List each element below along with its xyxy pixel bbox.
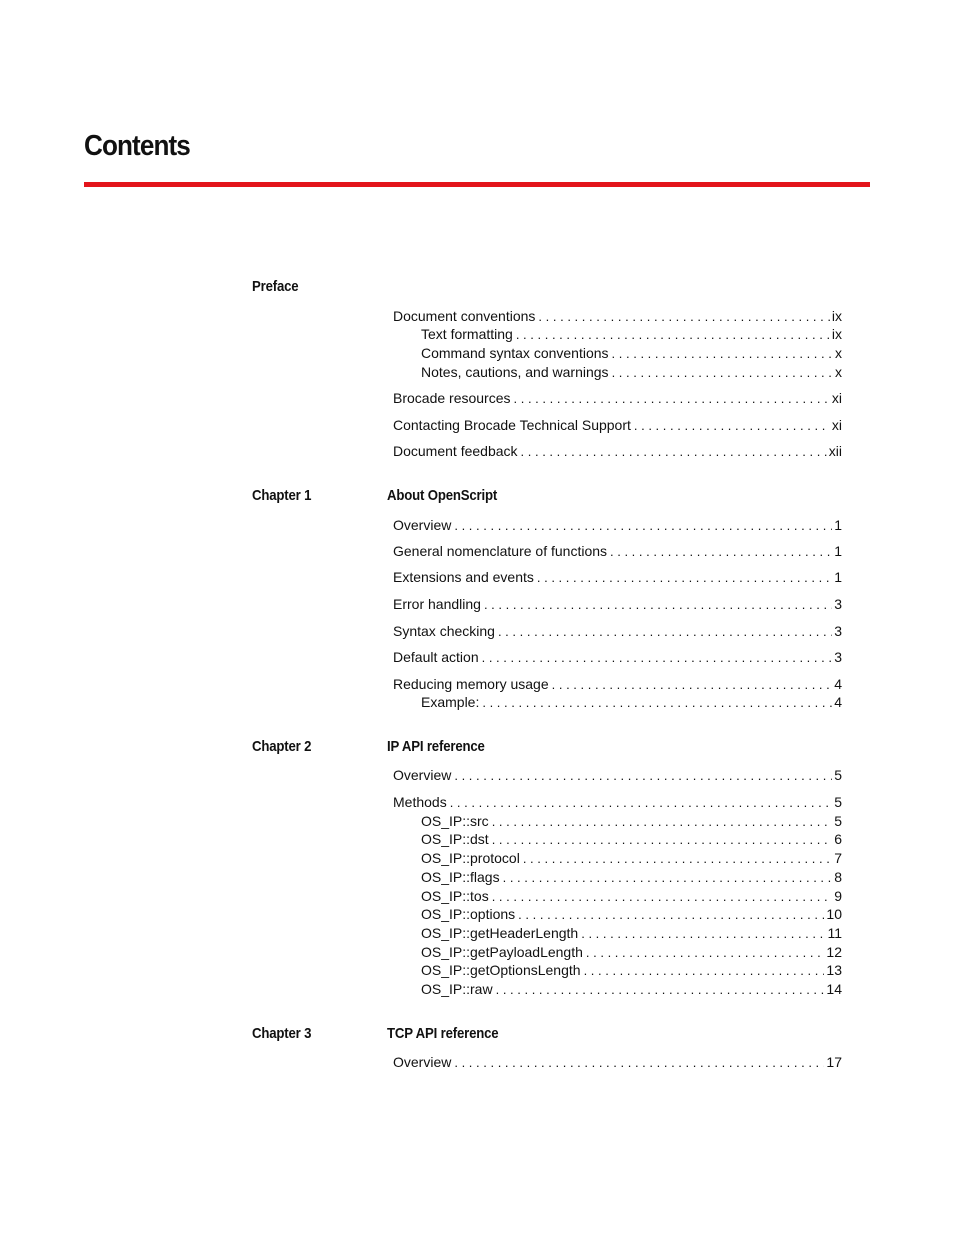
page-number: 4 xyxy=(834,676,842,692)
dot-leader xyxy=(503,870,833,885)
toc-entry[interactable]: OS_IP::protocol . . . 7 xyxy=(421,850,842,869)
page-number: 7 xyxy=(834,850,842,866)
dot-leader xyxy=(496,982,825,997)
dot-leader xyxy=(454,768,832,783)
dot-leader xyxy=(492,832,833,847)
toc-entry[interactable]: Notes, cautions, and warnings . . . x xyxy=(421,364,842,383)
page-number: xi xyxy=(831,417,842,433)
page-number: 8 xyxy=(834,869,842,885)
toc-entry[interactable]: OS_IP::tos . . . 9 xyxy=(421,888,842,907)
page-number: 5 xyxy=(834,794,842,810)
toc-entry[interactable]: Brocade resources . . . xi xyxy=(393,390,842,409)
page-number: 3 xyxy=(834,596,842,612)
dot-leader xyxy=(612,346,833,361)
toc-entry[interactable]: OS_IP::options . . . 10 xyxy=(421,906,842,925)
toc-entry[interactable]: Extensions and events . . . 1 xyxy=(393,569,842,588)
page-number: 1 xyxy=(834,569,842,585)
dot-leader xyxy=(610,544,832,559)
page-number: ix xyxy=(831,326,842,342)
dot-leader xyxy=(450,795,833,810)
dot-leader xyxy=(538,309,829,324)
dot-leader xyxy=(521,444,827,459)
page-number: 3 xyxy=(834,649,842,665)
page-number: 3 xyxy=(834,623,842,639)
dot-leader xyxy=(454,1055,824,1070)
dot-leader xyxy=(514,391,830,406)
toc-entry[interactable]: Document conventions . . . ix xyxy=(393,308,842,327)
page-number: x xyxy=(835,345,842,361)
dot-leader xyxy=(484,597,832,612)
section-label-chapter-3: Chapter 3 xyxy=(252,1025,312,1042)
toc-entry[interactable]: OS_IP::getPayloadLength . . . 12 xyxy=(421,944,842,963)
dot-leader xyxy=(612,365,833,380)
dot-leader xyxy=(634,418,830,433)
dot-leader xyxy=(581,926,825,941)
page-number: 14 xyxy=(826,981,842,997)
dot-leader xyxy=(492,814,833,829)
section-title-chapter-2[interactable]: IP API reference xyxy=(387,738,485,755)
dot-leader xyxy=(584,963,825,978)
dot-leader xyxy=(498,624,832,639)
toc-entry[interactable]: Contacting Brocade Technical Support . . . xi xyxy=(393,417,842,436)
page-number: 12 xyxy=(826,944,842,960)
toc-entry[interactable]: General nomenclature of functions . . . 1 xyxy=(393,543,842,562)
page-number: 1 xyxy=(834,517,842,533)
page-number: 13 xyxy=(826,962,842,978)
toc-entry[interactable]: Default action . . . 3 xyxy=(393,649,842,668)
toc-entry[interactable]: Overview . . . 17 xyxy=(393,1054,842,1073)
page-number: 6 xyxy=(834,831,842,847)
page-number: ix xyxy=(831,308,842,324)
toc-entry[interactable]: Overview . . . 5 xyxy=(393,767,842,786)
toc-entry[interactable]: Methods . . . 5 xyxy=(393,794,842,813)
toc-entry[interactable]: OS_IP::raw . . . 14 xyxy=(421,981,842,1000)
dot-leader xyxy=(518,907,824,922)
page-number: 5 xyxy=(834,767,842,783)
toc-entry[interactable]: OS_IP::src . . . 5 xyxy=(421,813,842,832)
dot-leader xyxy=(482,650,833,665)
dot-leader xyxy=(454,518,832,533)
page-number: 4 xyxy=(834,694,842,710)
title-divider xyxy=(84,182,870,187)
page-number: 17 xyxy=(826,1054,842,1070)
page-number: 9 xyxy=(834,888,842,904)
section-label-preface: Preface xyxy=(252,278,299,295)
dot-leader xyxy=(586,945,825,960)
toc-entry[interactable]: OS_IP::dst . . . 6 xyxy=(421,831,842,850)
toc-entry[interactable]: Error handling . . . 3 xyxy=(393,596,842,615)
section-title-chapter-1[interactable]: About OpenScript xyxy=(387,487,498,504)
toc-entry[interactable]: Overview . . . 1 xyxy=(393,517,842,536)
toc-entry[interactable]: Document feedback . . . xii xyxy=(393,443,842,462)
dot-leader xyxy=(552,677,833,692)
toc-entry[interactable]: OS_IP::flags . . . 8 xyxy=(421,869,842,888)
page-number: x xyxy=(835,364,842,380)
dot-leader xyxy=(523,851,832,866)
page-number: 1 xyxy=(834,543,842,559)
dot-leader xyxy=(482,695,832,710)
dot-leader xyxy=(492,889,833,904)
toc-entry[interactable]: OS_IP::getHeaderLength . . . 11 xyxy=(421,925,842,944)
page-number: xii xyxy=(828,443,842,459)
toc-entry[interactable]: Text formatting . . . ix xyxy=(421,326,842,345)
page-number: 5 xyxy=(834,813,842,829)
section-label-chapter-1: Chapter 1 xyxy=(252,487,312,504)
dot-leader xyxy=(516,327,830,342)
section-title-chapter-3[interactable]: TCP API reference xyxy=(387,1025,499,1042)
page-number: 11 xyxy=(827,925,842,941)
toc-entry[interactable]: Reducing memory usage . . . 4 xyxy=(393,676,842,695)
toc-entry[interactable]: Command syntax conventions . . . x xyxy=(421,345,842,364)
section-label-chapter-2: Chapter 2 xyxy=(252,738,312,755)
page-number: xi xyxy=(831,390,842,406)
page-number: 10 xyxy=(826,906,842,922)
dot-leader xyxy=(537,570,832,585)
page-title: Contents xyxy=(84,130,190,162)
toc-entry[interactable]: Syntax checking . . . 3 xyxy=(393,623,842,642)
toc-entry[interactable]: OS_IP::getOptionsLength . . . 13 xyxy=(421,962,842,981)
toc-entry[interactable]: Example: . . . 4 xyxy=(421,694,842,713)
